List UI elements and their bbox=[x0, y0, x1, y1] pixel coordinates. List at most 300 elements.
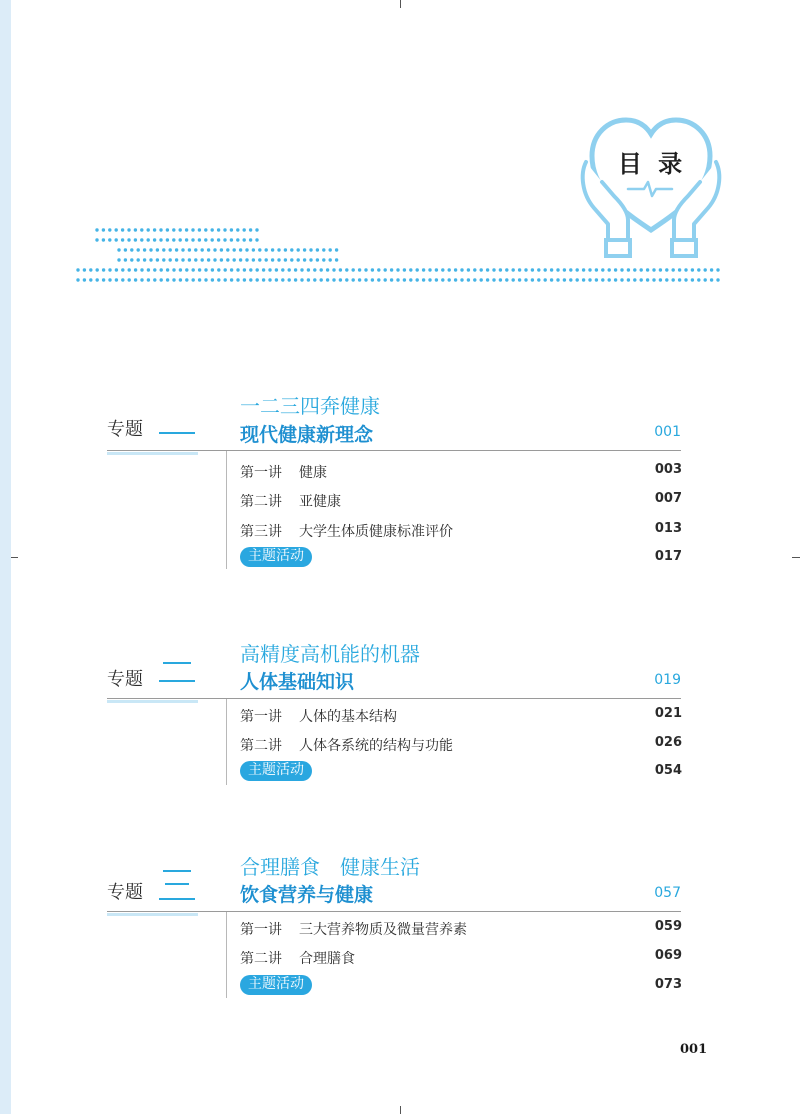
dot bbox=[329, 258, 332, 261]
lecture-title: 亚健康 bbox=[299, 494, 341, 510]
dot bbox=[181, 258, 184, 261]
dot bbox=[128, 278, 131, 281]
dot bbox=[76, 268, 79, 271]
dot bbox=[422, 268, 425, 271]
dot bbox=[335, 248, 338, 251]
list-item[interactable] bbox=[240, 948, 682, 968]
lecture-label: 第一讲 bbox=[240, 709, 282, 725]
lecture-title: 三大营养物质及微量营养素 bbox=[299, 922, 467, 938]
dot bbox=[691, 278, 694, 281]
dot bbox=[556, 268, 559, 271]
dot bbox=[659, 278, 662, 281]
dot bbox=[281, 268, 284, 271]
dot bbox=[172, 268, 175, 271]
dot bbox=[627, 268, 630, 271]
dot bbox=[486, 278, 489, 281]
topic-rule bbox=[107, 911, 681, 912]
dot bbox=[531, 278, 534, 281]
dot bbox=[297, 248, 300, 251]
dot bbox=[384, 268, 387, 271]
dot bbox=[544, 278, 547, 281]
dot bbox=[179, 238, 182, 241]
dot bbox=[121, 268, 124, 271]
dot bbox=[258, 248, 261, 251]
dot bbox=[409, 268, 412, 271]
dot bbox=[236, 228, 239, 231]
dot bbox=[595, 278, 598, 281]
dot bbox=[441, 268, 444, 271]
dot bbox=[188, 258, 191, 261]
dot bbox=[153, 268, 156, 271]
dot bbox=[194, 258, 197, 261]
dot bbox=[601, 278, 604, 281]
dot bbox=[220, 248, 223, 251]
dot bbox=[89, 268, 92, 271]
topic-subtitle: 一二三四奔健康 bbox=[240, 394, 380, 418]
dot bbox=[390, 268, 393, 271]
dot bbox=[204, 278, 207, 281]
dot bbox=[473, 268, 476, 271]
topic-underline bbox=[107, 452, 198, 455]
dot bbox=[275, 268, 278, 271]
dot bbox=[140, 238, 143, 241]
dot bbox=[640, 278, 643, 281]
activity-badge: 主题活动 bbox=[240, 975, 312, 995]
dot bbox=[633, 268, 636, 271]
dot bbox=[134, 278, 137, 281]
dot bbox=[95, 238, 98, 241]
dot bbox=[153, 238, 156, 241]
dot bbox=[108, 278, 111, 281]
dot bbox=[166, 278, 169, 281]
dot bbox=[134, 228, 137, 231]
dot bbox=[665, 268, 668, 271]
dot bbox=[236, 238, 239, 241]
dot bbox=[659, 268, 662, 271]
activity-page: 017 bbox=[654, 549, 682, 564]
dot bbox=[454, 268, 457, 271]
dot bbox=[290, 248, 293, 251]
dot bbox=[322, 248, 325, 251]
dot bbox=[352, 278, 355, 281]
dot bbox=[691, 268, 694, 271]
dot bbox=[185, 278, 188, 281]
dot bbox=[358, 278, 361, 281]
dot bbox=[563, 268, 566, 271]
lecture-page: 021 bbox=[654, 706, 682, 721]
dot bbox=[233, 248, 236, 251]
dot bbox=[265, 258, 268, 261]
dot bbox=[137, 248, 140, 251]
divider bbox=[226, 451, 227, 569]
dot bbox=[582, 268, 585, 271]
dot bbox=[322, 258, 325, 261]
lecture-page: 013 bbox=[654, 521, 682, 536]
dot bbox=[684, 268, 687, 271]
dot bbox=[518, 268, 521, 271]
dot bbox=[169, 258, 172, 261]
divider bbox=[226, 912, 227, 998]
dot bbox=[175, 248, 178, 251]
dot bbox=[313, 278, 316, 281]
dot bbox=[76, 278, 79, 281]
dot bbox=[115, 228, 118, 231]
dot bbox=[255, 238, 258, 241]
dot bbox=[181, 248, 184, 251]
dot bbox=[249, 238, 252, 241]
dot bbox=[320, 278, 323, 281]
dot bbox=[134, 238, 137, 241]
dot bbox=[179, 268, 182, 271]
dot bbox=[576, 278, 579, 281]
dot bbox=[140, 268, 143, 271]
lecture-label: 第一讲 bbox=[240, 922, 282, 938]
dot bbox=[96, 278, 99, 281]
dot bbox=[271, 258, 274, 261]
dot bbox=[172, 228, 175, 231]
lecture-label: 第二讲 bbox=[240, 494, 282, 510]
dot bbox=[117, 248, 120, 251]
topic-title[interactable]: 人体基础知识 bbox=[240, 671, 355, 693]
topic-numeral bbox=[157, 658, 197, 692]
dot bbox=[243, 268, 246, 271]
dot bbox=[281, 278, 284, 281]
dot bbox=[608, 268, 611, 271]
dot bbox=[102, 268, 105, 271]
dot bbox=[396, 268, 399, 271]
lecture-title: 健康 bbox=[299, 465, 327, 481]
dot bbox=[364, 278, 367, 281]
dot bbox=[309, 258, 312, 261]
dot bbox=[710, 268, 713, 271]
activity-item[interactable] bbox=[240, 761, 682, 783]
dot bbox=[467, 268, 470, 271]
dot bbox=[89, 278, 92, 281]
dot bbox=[672, 278, 675, 281]
dot bbox=[277, 248, 280, 251]
dot bbox=[646, 278, 649, 281]
dot bbox=[134, 268, 137, 271]
dot bbox=[652, 268, 655, 271]
dot bbox=[156, 248, 159, 251]
dot bbox=[239, 258, 242, 261]
dot bbox=[704, 278, 707, 281]
dot bbox=[83, 278, 86, 281]
dot bbox=[249, 268, 252, 271]
dot bbox=[128, 268, 131, 271]
dot bbox=[172, 278, 175, 281]
dot bbox=[230, 268, 233, 271]
dot bbox=[601, 268, 604, 271]
dot bbox=[147, 278, 150, 281]
dot bbox=[201, 248, 204, 251]
dot bbox=[243, 238, 246, 241]
dot bbox=[544, 268, 547, 271]
dot bbox=[230, 278, 233, 281]
dot bbox=[531, 268, 534, 271]
dot bbox=[448, 278, 451, 281]
activity-item[interactable] bbox=[240, 547, 682, 569]
dot bbox=[198, 228, 201, 231]
dot bbox=[313, 268, 316, 271]
dot bbox=[252, 258, 255, 261]
lecture-page: 003 bbox=[654, 462, 682, 477]
dot bbox=[213, 258, 216, 261]
dot bbox=[704, 268, 707, 271]
dot bbox=[460, 278, 463, 281]
dot bbox=[492, 268, 495, 271]
dot bbox=[672, 268, 675, 271]
dot bbox=[428, 278, 431, 281]
dot bbox=[627, 278, 630, 281]
dot bbox=[211, 228, 214, 231]
dot bbox=[364, 268, 367, 271]
dot bbox=[204, 228, 207, 231]
dot bbox=[326, 278, 329, 281]
dot bbox=[159, 238, 162, 241]
dot bbox=[409, 278, 412, 281]
dot bbox=[710, 278, 713, 281]
list-item[interactable] bbox=[240, 919, 682, 939]
dot bbox=[160, 278, 163, 281]
dot bbox=[192, 278, 195, 281]
topic-title[interactable]: 现代健康新理念 bbox=[240, 424, 374, 446]
dot bbox=[403, 278, 406, 281]
dot bbox=[307, 278, 310, 281]
dot bbox=[201, 258, 204, 261]
dot bbox=[130, 248, 133, 251]
dot bbox=[416, 278, 419, 281]
dot bbox=[239, 248, 242, 251]
dot bbox=[550, 268, 553, 271]
dot bbox=[335, 258, 338, 261]
topic-page-number: 019 bbox=[654, 672, 681, 688]
dot bbox=[191, 228, 194, 231]
dot bbox=[162, 258, 165, 261]
lecture-page: 026 bbox=[654, 735, 682, 750]
dot bbox=[217, 238, 220, 241]
dot bbox=[256, 278, 259, 281]
dot bbox=[198, 268, 201, 271]
dot bbox=[204, 238, 207, 241]
dot bbox=[352, 268, 355, 271]
dot bbox=[226, 258, 229, 261]
dot bbox=[595, 268, 598, 271]
lecture-label: 第二讲 bbox=[240, 738, 282, 754]
dot bbox=[143, 248, 146, 251]
dot bbox=[130, 258, 133, 261]
dot bbox=[678, 268, 681, 271]
dot bbox=[115, 278, 118, 281]
dot bbox=[309, 248, 312, 251]
dot bbox=[294, 268, 297, 271]
dot bbox=[345, 278, 348, 281]
dot bbox=[300, 278, 303, 281]
dot bbox=[275, 278, 278, 281]
dot bbox=[620, 268, 623, 271]
dot bbox=[268, 268, 271, 271]
dot bbox=[243, 228, 246, 231]
dot bbox=[124, 258, 127, 261]
dot bbox=[166, 238, 169, 241]
activity-item[interactable] bbox=[240, 975, 682, 997]
dot bbox=[127, 238, 130, 241]
dot bbox=[288, 278, 291, 281]
dot bbox=[486, 268, 489, 271]
dot bbox=[217, 228, 220, 231]
lecture-page: 007 bbox=[654, 491, 682, 506]
dot bbox=[188, 248, 191, 251]
dot bbox=[684, 278, 687, 281]
dot bbox=[256, 268, 259, 271]
dot bbox=[428, 268, 431, 271]
dot bbox=[230, 238, 233, 241]
dot bbox=[108, 268, 111, 271]
dot bbox=[422, 278, 425, 281]
dot bbox=[646, 268, 649, 271]
dot bbox=[307, 268, 310, 271]
dot bbox=[288, 268, 291, 271]
dot bbox=[460, 268, 463, 271]
dot bbox=[326, 268, 329, 271]
dot bbox=[121, 278, 124, 281]
dot bbox=[115, 268, 118, 271]
dot bbox=[108, 228, 111, 231]
dot bbox=[435, 268, 438, 271]
dot bbox=[537, 278, 540, 281]
lecture-page: 059 bbox=[654, 919, 682, 934]
topic-underline bbox=[107, 913, 198, 916]
dot bbox=[678, 278, 681, 281]
dot bbox=[224, 278, 227, 281]
dot bbox=[524, 278, 527, 281]
dot bbox=[620, 278, 623, 281]
dot bbox=[160, 268, 163, 271]
dot bbox=[162, 248, 165, 251]
dot bbox=[179, 228, 182, 231]
dot bbox=[435, 278, 438, 281]
dot bbox=[198, 278, 201, 281]
dot bbox=[284, 258, 287, 261]
topic-numeral bbox=[157, 866, 197, 908]
dot bbox=[207, 248, 210, 251]
list-item[interactable] bbox=[240, 462, 682, 482]
dot bbox=[156, 258, 159, 261]
topic-underline bbox=[107, 700, 198, 703]
dot bbox=[166, 268, 169, 271]
topic-subtitle: 高精度高机能的机器 bbox=[240, 642, 420, 666]
dot bbox=[294, 278, 297, 281]
dot bbox=[236, 268, 239, 271]
page-number: 001 bbox=[680, 1042, 708, 1057]
dot bbox=[550, 278, 553, 281]
dot bbox=[697, 278, 700, 281]
dot bbox=[518, 278, 521, 281]
dot bbox=[249, 228, 252, 231]
dot bbox=[556, 278, 559, 281]
dot bbox=[480, 268, 483, 271]
topic-label: 专题 bbox=[107, 419, 143, 440]
dot bbox=[149, 258, 152, 261]
dot bbox=[384, 278, 387, 281]
dot bbox=[147, 238, 150, 241]
dot bbox=[277, 258, 280, 261]
dot bbox=[716, 268, 719, 271]
dot bbox=[492, 278, 495, 281]
dot bbox=[416, 268, 419, 271]
dot bbox=[121, 228, 124, 231]
dot bbox=[236, 278, 239, 281]
dot bbox=[127, 228, 130, 231]
dot bbox=[582, 278, 585, 281]
dot bbox=[697, 268, 700, 271]
dot bbox=[217, 278, 220, 281]
dot bbox=[454, 278, 457, 281]
dot bbox=[245, 258, 248, 261]
list-item[interactable] bbox=[240, 491, 682, 511]
dot bbox=[213, 248, 216, 251]
dot bbox=[614, 278, 617, 281]
dot bbox=[211, 278, 214, 281]
divider bbox=[226, 699, 227, 785]
dot bbox=[95, 228, 98, 231]
lecture-label: 第三讲 bbox=[240, 524, 282, 540]
dot bbox=[371, 278, 374, 281]
dot bbox=[390, 278, 393, 281]
topic-page-number: 057 bbox=[654, 885, 681, 901]
list-item[interactable] bbox=[240, 735, 682, 755]
dot bbox=[396, 278, 399, 281]
dot bbox=[243, 278, 246, 281]
dot bbox=[339, 278, 342, 281]
topic-page-number: 001 bbox=[654, 424, 681, 440]
dot bbox=[633, 278, 636, 281]
dot bbox=[153, 228, 156, 231]
dot bbox=[268, 278, 271, 281]
dot bbox=[230, 228, 233, 231]
activity-badge: 主题活动 bbox=[240, 761, 312, 781]
crop-mark bbox=[400, 1106, 401, 1114]
list-item[interactable] bbox=[240, 521, 682, 541]
topic-rule bbox=[107, 450, 681, 451]
dot bbox=[358, 268, 361, 271]
dot bbox=[716, 278, 719, 281]
dot bbox=[297, 258, 300, 261]
dot bbox=[102, 238, 105, 241]
dot bbox=[172, 238, 175, 241]
dot bbox=[96, 268, 99, 271]
dot bbox=[204, 268, 207, 271]
dot bbox=[569, 278, 572, 281]
dot bbox=[217, 268, 220, 271]
dot bbox=[185, 238, 188, 241]
dot bbox=[140, 228, 143, 231]
dot bbox=[83, 268, 86, 271]
topic-label: 专题 bbox=[107, 882, 143, 903]
list-item[interactable] bbox=[240, 706, 682, 726]
topic-rule bbox=[107, 698, 681, 699]
topic-title[interactable]: 饮食营养与健康 bbox=[240, 884, 374, 906]
dot bbox=[316, 258, 319, 261]
dot bbox=[262, 268, 265, 271]
dot bbox=[512, 268, 515, 271]
dot bbox=[124, 248, 127, 251]
dot bbox=[245, 248, 248, 251]
dot bbox=[505, 278, 508, 281]
dot bbox=[271, 248, 274, 251]
dot bbox=[569, 268, 572, 271]
dot bbox=[499, 268, 502, 271]
